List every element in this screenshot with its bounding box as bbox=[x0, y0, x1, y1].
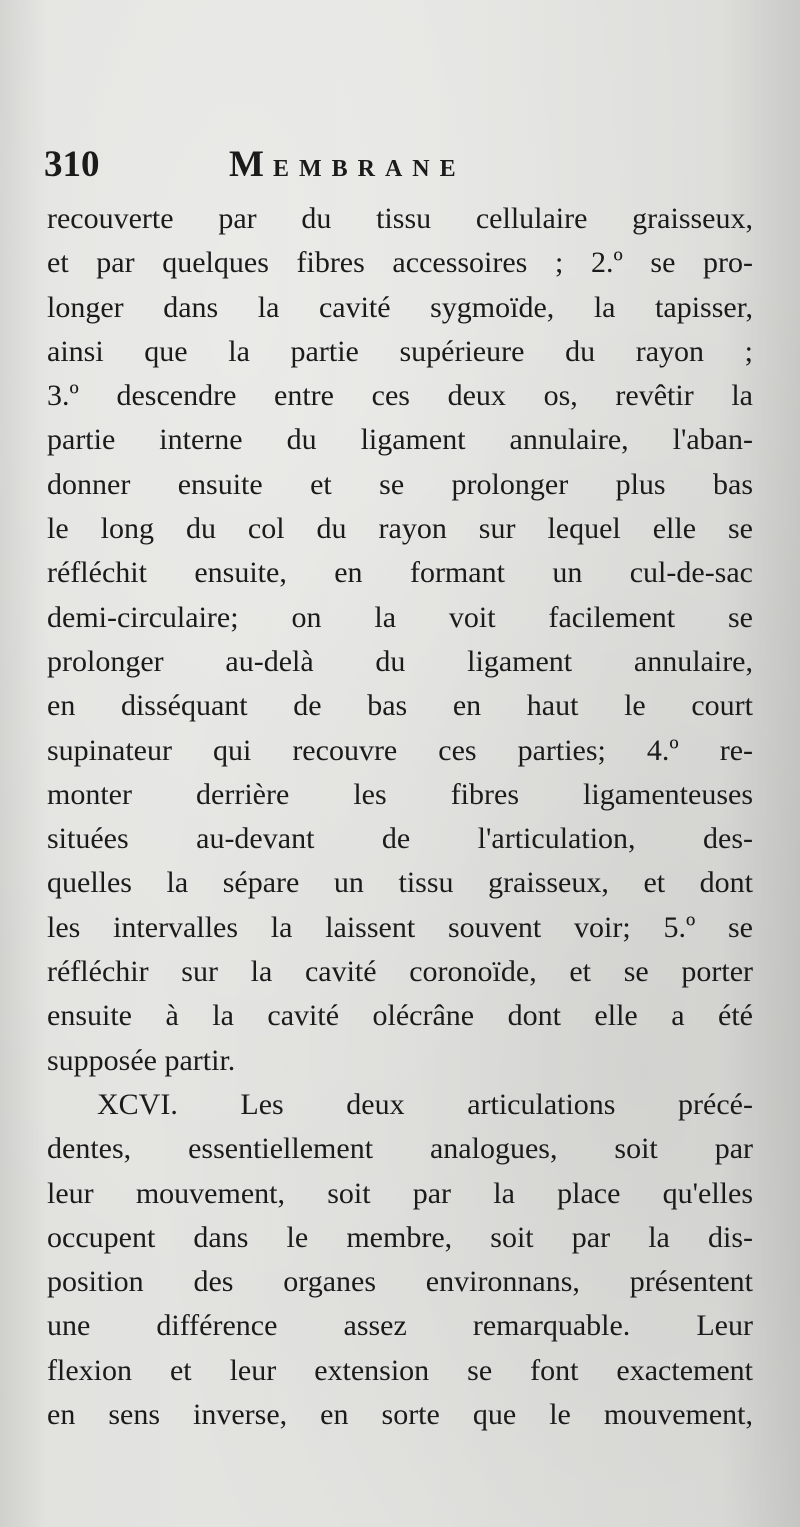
text-line: monter derrière les fibres ligamenteuses bbox=[47, 777, 753, 811]
text-line: le long du col du rayon sur lequel elle se bbox=[47, 512, 753, 546]
text-line: longer dans la cavité sygmoïde, la tapisser, bbox=[47, 290, 753, 324]
text-line: situées au-devant de l'articulation, des- bbox=[47, 822, 753, 856]
text-line: donner ensuite et se prolonger plus bas bbox=[47, 467, 753, 501]
text-line: supinateur qui recouvre ces parties; 4.º re- bbox=[47, 733, 753, 767]
text-line: ainsi que la partie supérieure du rayon ; bbox=[47, 334, 753, 368]
text-line: réfléchit ensuite, en formant un cul-de-sac bbox=[47, 556, 753, 590]
text-line: partie interne du ligament annulaire, l'aban- bbox=[47, 423, 753, 457]
text-line: en disséquant de bas en haut le court bbox=[47, 689, 753, 723]
body-text bbox=[47, 197, 753, 1437]
text-line: réfléchir sur la cavité coronoïde, et se porter bbox=[47, 955, 753, 989]
text-line: position des organes environnans, présentent bbox=[47, 1265, 753, 1299]
page-header bbox=[44, 140, 744, 190]
text-line: supposée partir. bbox=[47, 1043, 236, 1077]
text-line: recouverte par du tissu cellulaire graisseux, bbox=[47, 202, 753, 235]
text-line: les intervalles la laissent souvent voir; 5.º se bbox=[47, 910, 753, 944]
text-line: demi-circulaire; on la voit facilement se bbox=[47, 600, 753, 634]
paragraph-start-line: XCVI. Les deux articulations précé- bbox=[97, 1087, 753, 1121]
text-line: ensuite à la cavité olécrâne dont elle a été bbox=[47, 999, 753, 1033]
text-line: en sens inverse, en sorte que le mouvement, bbox=[47, 1398, 753, 1432]
text-line: flexion et leur extension se font exactement bbox=[47, 1353, 753, 1387]
text-line: leur mouvement, soit par la place qu'elles bbox=[47, 1176, 753, 1210]
running-head-rest: EMBRANE bbox=[272, 156, 466, 182]
text-line: prolonger au-delà du ligament annulaire, bbox=[47, 644, 753, 678]
text-line: occupent dans le membre, soit par la dis- bbox=[47, 1220, 753, 1254]
text-line: quelles la sépare un tissu graisseux, et dont bbox=[47, 866, 753, 900]
text-line: dentes, essentiellement analogues, soit par bbox=[47, 1132, 753, 1166]
text-line: et par quelques fibres accessoires ; 2.º se pro- bbox=[47, 246, 753, 280]
running-head-initial: M bbox=[229, 144, 273, 185]
text-line: une différence assez remarquable. Leur bbox=[47, 1309, 753, 1343]
running-head bbox=[229, 140, 466, 194]
text-line: 3.º descendre entre ces deux os, revêtir la bbox=[47, 379, 753, 413]
page-number: 310 bbox=[44, 144, 100, 185]
